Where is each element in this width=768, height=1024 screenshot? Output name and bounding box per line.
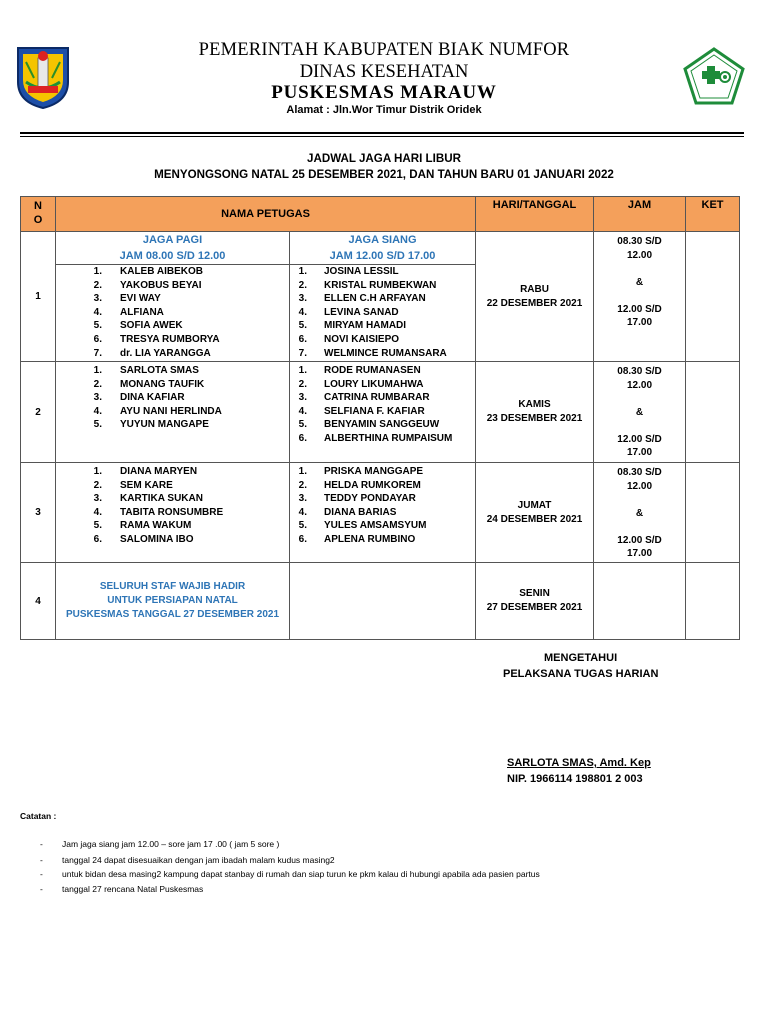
item-number: 5. bbox=[93, 320, 102, 332]
date-value: 22 DESEMBER 2021 bbox=[486, 297, 583, 309]
header-address: Alamat : Jln.Wor Timur Distrik Oridek bbox=[286, 104, 482, 116]
list-item bbox=[290, 506, 475, 520]
note-text: tanggal 27 rencana Natal Puskesmas bbox=[62, 884, 204, 894]
jam-line: 17.00 bbox=[627, 317, 653, 328]
item-number: 6. bbox=[298, 333, 307, 345]
list-item bbox=[56, 519, 289, 533]
table-row bbox=[21, 362, 740, 463]
shift-siang-cell bbox=[290, 463, 476, 563]
jam-line: 12.00 S/D bbox=[617, 534, 662, 546]
list-item bbox=[290, 347, 475, 361]
staff-name: RAMA WAKUM bbox=[120, 520, 192, 532]
ket-cell bbox=[686, 362, 740, 463]
jam-line: & bbox=[635, 406, 644, 418]
column-header-jam: JAM bbox=[594, 197, 686, 232]
list-item bbox=[290, 364, 475, 378]
item-number: 2. bbox=[298, 479, 307, 491]
jam-cell bbox=[594, 563, 686, 640]
staff-name: dr. LIA YARANGGA bbox=[120, 347, 211, 359]
item-number: 6. bbox=[298, 432, 307, 444]
list-item bbox=[290, 405, 475, 419]
note-text: untuk bidan desa masing2 kampung dapat stanbay di rumah dan siap turun ke pkm kalau di hubungi apabila ada pasien partus bbox=[62, 869, 540, 879]
jam-line bbox=[594, 392, 685, 406]
list-item bbox=[290, 378, 475, 392]
empty-cell bbox=[290, 563, 476, 640]
staff-name: WELMINCE RUMANSARA bbox=[324, 347, 447, 359]
signature-role: PELAKSANA TUGAS HARIAN bbox=[503, 668, 659, 680]
column-header-no-line1: N bbox=[34, 200, 42, 212]
row-number: 3 bbox=[21, 463, 56, 563]
list-item bbox=[56, 465, 289, 479]
item-number: 5. bbox=[93, 419, 102, 431]
row-number: 4 bbox=[21, 563, 56, 640]
item-number: 7. bbox=[93, 347, 102, 359]
item-number: 1. bbox=[298, 365, 307, 376]
table-row bbox=[21, 463, 740, 563]
staff-name: LOURY LIKUMAHWA bbox=[324, 378, 424, 390]
item-number: 3. bbox=[93, 392, 102, 404]
date-value: 24 DESEMBER 2021 bbox=[486, 513, 583, 525]
item-number: 4. bbox=[298, 306, 307, 318]
table-row bbox=[21, 563, 740, 640]
item-number: 2. bbox=[93, 479, 102, 491]
staff-list-pagi bbox=[56, 265, 289, 360]
shift-pagi-cell bbox=[56, 463, 290, 563]
list-item bbox=[56, 533, 289, 547]
header-puskesmas-name: PUSKESMAS MARAUW bbox=[271, 82, 497, 103]
list-item bbox=[290, 533, 475, 547]
jam-line: 17.00 bbox=[627, 447, 653, 458]
date-value: 23 DESEMBER 2021 bbox=[486, 413, 583, 424]
column-header-nama: NAMA PETUGAS bbox=[56, 197, 476, 232]
shift-pagi-cell bbox=[56, 362, 290, 463]
staff-name: AYU NANI HERLINDA bbox=[120, 405, 222, 417]
shift-siang-time: JAM 12.00 S/D 17.00 bbox=[290, 248, 475, 265]
list-item bbox=[290, 465, 475, 479]
staff-list-siang bbox=[290, 364, 475, 446]
item-number: 4. bbox=[93, 405, 102, 417]
shift-pagi-cell bbox=[56, 232, 290, 362]
item-number: 2. bbox=[93, 378, 102, 390]
list-item bbox=[56, 405, 289, 419]
jam-line: & bbox=[635, 276, 644, 288]
item-number: 4. bbox=[298, 506, 307, 518]
note-bullet: - bbox=[40, 869, 43, 879]
staff-name: TABITA RONSUMBRE bbox=[120, 506, 224, 518]
item-number: 1. bbox=[298, 466, 307, 477]
staff-name: MIRYAM HAMADI bbox=[324, 320, 407, 332]
jam-line bbox=[594, 419, 685, 433]
column-header-hari-tanggal: HARI/TANGGAL bbox=[476, 197, 594, 232]
staff-name: APLENA RUMBINO bbox=[324, 533, 416, 545]
day-name: JUMAT bbox=[517, 499, 552, 511]
jam-line bbox=[594, 520, 685, 534]
column-header-no-line2: O bbox=[33, 214, 43, 226]
jam-line: 12.00 S/D bbox=[617, 303, 662, 315]
duty-schedule-table bbox=[20, 196, 740, 640]
staff-list-pagi bbox=[56, 465, 289, 547]
shift-siang-cell bbox=[290, 362, 476, 463]
item-number: 3. bbox=[93, 493, 102, 505]
note-item bbox=[40, 839, 279, 849]
staff-name: JOSINA LESSIL bbox=[324, 266, 399, 277]
staff-name: YULES AMSAMSYUM bbox=[324, 520, 427, 532]
list-item bbox=[290, 492, 475, 506]
jam-cell bbox=[594, 362, 686, 463]
staff-name: CATRINA RUMBARAR bbox=[324, 392, 430, 404]
ket-cell bbox=[686, 232, 740, 362]
jam-line: 12.00 bbox=[627, 249, 653, 261]
staff-name: MONANG TAUFIK bbox=[120, 378, 205, 390]
list-item bbox=[290, 479, 475, 493]
ket-cell bbox=[686, 463, 740, 563]
ket-cell bbox=[686, 563, 740, 640]
item-number: 5. bbox=[298, 419, 307, 431]
header-divider-thin bbox=[20, 136, 744, 137]
item-number: 6. bbox=[93, 533, 102, 545]
list-item bbox=[56, 279, 289, 293]
staff-name: TRESYA RUMBORYA bbox=[120, 333, 220, 345]
staff-name: ALBERTHINA RUMPAISUM bbox=[324, 432, 453, 444]
list-item bbox=[56, 292, 289, 306]
signature-nip: NIP. 1966114 198801 2 003 bbox=[507, 773, 643, 785]
list-item bbox=[56, 306, 289, 320]
jam-line bbox=[594, 289, 685, 303]
day-date-cell bbox=[476, 232, 594, 362]
item-number: 4. bbox=[298, 405, 307, 417]
jam-line: & bbox=[635, 507, 644, 519]
notice-line: SELURUH STAF WAJIB HADIR bbox=[99, 581, 246, 592]
signature-name: SARLOTA SMAS, Amd. Kep bbox=[507, 757, 651, 769]
list-item bbox=[290, 391, 475, 405]
staff-name: NOVI KAISIEPO bbox=[324, 333, 400, 345]
staff-name: KRISTAL RUMBEKWAN bbox=[324, 279, 437, 291]
staff-name: YUYUN MANGAPE bbox=[120, 419, 209, 431]
staff-name: LEVINA SANAD bbox=[324, 306, 399, 318]
note-bullet: - bbox=[40, 839, 43, 849]
row-number: 2 bbox=[21, 362, 56, 463]
jam-line: 08.30 S/D bbox=[617, 467, 662, 478]
list-item bbox=[56, 347, 289, 361]
jam-line bbox=[594, 493, 685, 507]
jam-cell bbox=[594, 232, 686, 362]
staff-name: DINA KAFIAR bbox=[120, 392, 185, 404]
list-item bbox=[56, 418, 289, 432]
item-number: 5. bbox=[298, 520, 307, 532]
item-number: 4. bbox=[93, 306, 102, 318]
notice-line: PUSKESMAS TANGGAL 27 DESEMBER 2021 bbox=[65, 609, 280, 620]
list-item bbox=[56, 333, 289, 347]
jam-cell bbox=[594, 463, 686, 563]
list-item bbox=[290, 306, 475, 320]
item-number: 1. bbox=[93, 365, 102, 376]
header-government-line: PEMERINTAH KABUPATEN BIAK NUMFOR bbox=[198, 40, 570, 60]
column-header-ket: KET bbox=[686, 197, 740, 232]
note-bullet: - bbox=[40, 855, 43, 865]
staff-name: SEM KARE bbox=[120, 479, 173, 491]
staff-name: SALOMINA IBO bbox=[120, 533, 194, 545]
list-item bbox=[290, 265, 475, 279]
day-date-cell bbox=[476, 563, 594, 640]
staff-name: ALFIANA bbox=[120, 306, 164, 318]
item-number: 2. bbox=[298, 378, 307, 390]
item-number: 6. bbox=[93, 333, 102, 345]
list-item bbox=[290, 279, 475, 293]
list-item bbox=[56, 492, 289, 506]
list-item bbox=[290, 418, 475, 432]
notice-line: UNTUK PERSIAPAN NATAL bbox=[107, 595, 238, 606]
jam-line: 12.00 bbox=[627, 480, 653, 492]
document-title: JADWAL JAGA HARI LIBUR bbox=[307, 152, 461, 165]
item-number: 3. bbox=[298, 493, 307, 505]
list-item bbox=[56, 364, 289, 378]
staff-name: BENYAMIN SANGGEUW bbox=[324, 419, 440, 431]
day-name: RABU bbox=[520, 283, 549, 295]
staff-name: SELFIANA F. KAFIAR bbox=[324, 405, 425, 417]
staff-list-pagi bbox=[56, 364, 289, 432]
note-item bbox=[40, 869, 540, 879]
note-item bbox=[40, 855, 335, 865]
notes-title: Catatan : bbox=[20, 811, 57, 821]
staff-list-siang bbox=[290, 265, 475, 360]
list-item bbox=[56, 378, 289, 392]
notice-cell bbox=[56, 563, 290, 640]
jam-line: 08.30 S/D bbox=[617, 366, 662, 377]
item-number: 3. bbox=[298, 293, 307, 305]
item-number: 6. bbox=[298, 533, 307, 545]
item-number: 5. bbox=[298, 320, 307, 332]
list-item bbox=[290, 333, 475, 347]
item-number: 2. bbox=[93, 279, 102, 291]
staff-name: ELLEN C.H ARFAYAN bbox=[324, 293, 426, 305]
day-name: SENIN bbox=[519, 588, 550, 599]
item-number: 1. bbox=[298, 266, 307, 277]
list-item bbox=[56, 319, 289, 333]
item-number: 4. bbox=[93, 506, 102, 518]
header-divider-thick bbox=[20, 132, 744, 134]
item-number: 1. bbox=[93, 266, 102, 277]
note-item bbox=[40, 884, 203, 894]
day-date-cell bbox=[476, 362, 594, 463]
jam-line bbox=[594, 262, 685, 276]
day-date-cell bbox=[476, 463, 594, 563]
list-item bbox=[290, 519, 475, 533]
date-value: 27 DESEMBER 2021 bbox=[486, 602, 583, 613]
item-number: 5. bbox=[93, 520, 102, 532]
note-bullet: - bbox=[40, 884, 43, 894]
staff-name: SARLOTA SMAS bbox=[120, 365, 199, 376]
list-item bbox=[56, 391, 289, 405]
day-name: KAMIS bbox=[518, 399, 551, 410]
jam-line: 12.00 S/D bbox=[617, 433, 662, 445]
table-row bbox=[21, 232, 740, 362]
shift-pagi-time: JAM 08.00 S/D 12.00 bbox=[56, 248, 289, 265]
item-number: 1. bbox=[93, 466, 102, 477]
signature-acknowledged-label: MENGETAHUI bbox=[544, 652, 618, 664]
shift-siang-cell bbox=[290, 232, 476, 362]
staff-name: DIANA BARIAS bbox=[324, 506, 397, 518]
staff-name: YAKOBUS BEYAI bbox=[120, 279, 202, 291]
shift-pagi-title: JAGA PAGI bbox=[142, 234, 203, 246]
list-item bbox=[290, 432, 475, 446]
list-item bbox=[56, 265, 289, 279]
staff-name: KALEB AIBEKOB bbox=[120, 266, 203, 277]
jam-line: 08.30 S/D bbox=[617, 236, 662, 247]
item-number: 3. bbox=[93, 293, 102, 305]
staff-name: SOFIA AWEK bbox=[120, 320, 183, 332]
column-header-no bbox=[21, 197, 56, 232]
item-number: 3. bbox=[298, 392, 307, 404]
staff-list-siang bbox=[290, 465, 475, 547]
staff-name: PRISKA MANGGAPE bbox=[324, 466, 424, 477]
document-subtitle: MENYONGSONG NATAL 25 DESEMBER 2021, DAN TAHUN BARU 01 JANUARI 2022 bbox=[154, 168, 614, 181]
note-text: tanggal 24 dapat disesuaikan dengan jam ibadah malam kudus masing2 bbox=[62, 855, 335, 865]
staff-name: KARTIKA SUKAN bbox=[120, 493, 203, 505]
list-item bbox=[290, 292, 475, 306]
staff-name: EVI WAY bbox=[120, 293, 161, 305]
staff-name: HELDA RUMKOREM bbox=[324, 479, 421, 491]
staff-name: DIANA MARYEN bbox=[120, 466, 198, 477]
staff-name: RODE RUMANASEN bbox=[324, 365, 421, 376]
jam-line: 12.00 bbox=[627, 379, 653, 391]
header-department-line: DINAS KESEHATAN bbox=[299, 62, 469, 82]
item-number: 7. bbox=[298, 347, 307, 359]
shift-siang-title: JAGA SIANG bbox=[348, 234, 417, 246]
list-item bbox=[56, 479, 289, 493]
row-number: 1 bbox=[21, 232, 56, 362]
item-number: 2. bbox=[298, 279, 307, 291]
list-item bbox=[56, 506, 289, 520]
list-item bbox=[290, 319, 475, 333]
staff-name: TEDDY PONDAYAR bbox=[324, 493, 416, 505]
note-text: Jam jaga siang jam 12.00 – sore jam 17 .00 ( jam 5 sore ) bbox=[62, 839, 280, 849]
jam-line: 17.00 bbox=[627, 548, 653, 559]
table-header-row bbox=[21, 197, 740, 232]
